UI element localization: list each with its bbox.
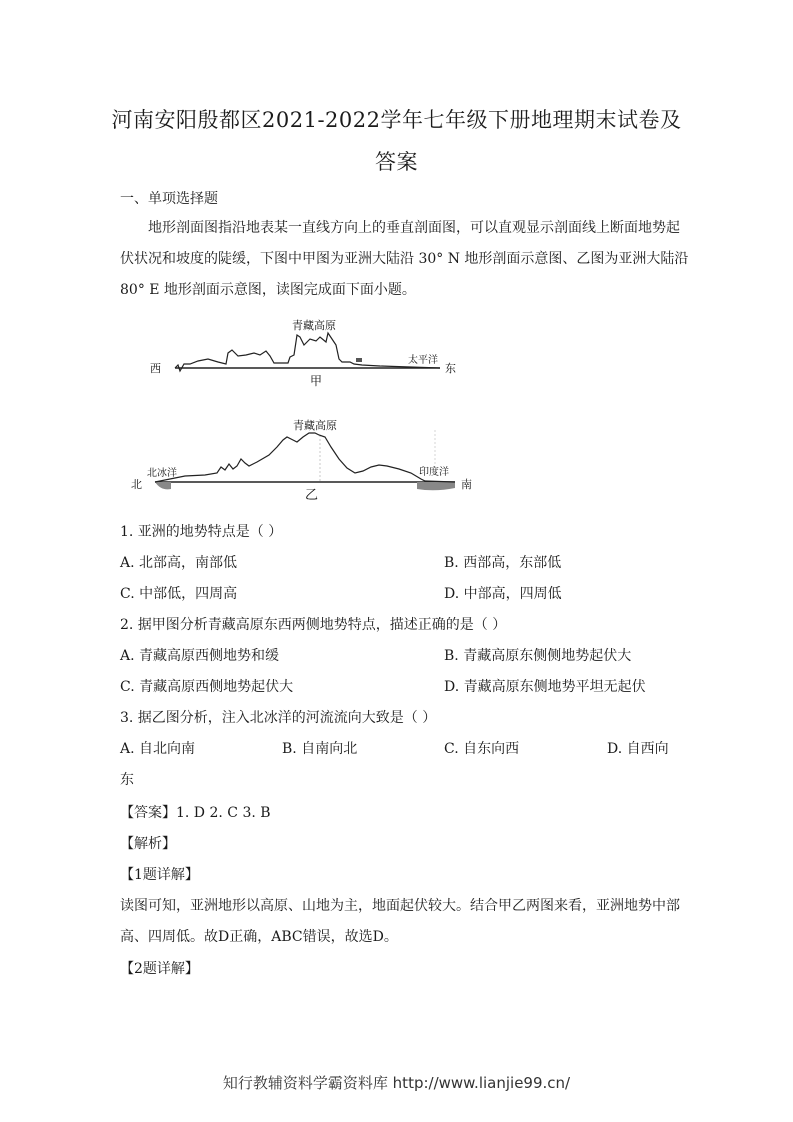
detail-1-text-line-1: 读图可知，亚洲地形以高原、山地为主，地面起伏较大。结合甲乙两图来看，亚洲地势中部 <box>120 898 680 914</box>
document-title-line2: 答案 <box>375 150 418 174</box>
question-3-option-c: C. 自东向西 <box>444 741 520 757</box>
question-1-option-b: B. 西部高，东部低 <box>444 555 562 571</box>
detail-2-heading: 【2题详解】 <box>120 961 199 977</box>
profile-figure-yi <box>125 415 485 505</box>
figure-b-south-label: 南 <box>461 478 472 491</box>
question-1-stem: 1. 亚洲的地势特点是（ ） <box>120 524 283 540</box>
footer-watermark: 知行教辅资料学霸资料库 http://www.lianjie99.cn/ <box>222 1074 571 1092</box>
question-1-option-a: A. 北部高，南部低 <box>120 555 238 571</box>
figure-b-caption: 乙 <box>305 488 319 503</box>
section-heading: 一、单项选择题 <box>120 191 218 207</box>
document-title-line1: 河南安阳殷都区2021-2022学年七年级下册地理期末试卷及 <box>111 108 682 132</box>
question-3-option-b: B. 自南向北 <box>282 741 358 757</box>
figure-a-caption: 甲 <box>310 374 323 388</box>
figure-a-west-label: 西 <box>150 362 161 375</box>
detail-1-text-line-2: 高、四周低。故D正确，ABC错误，故选D。 <box>120 929 398 945</box>
detail-1-heading: 【1题详解】 <box>120 867 199 883</box>
figure-b-ocean-north-label: 北冰洋 <box>147 468 177 479</box>
intro-line-1: 地形剖面图指沿地表某一直线方向上的垂直剖面图，可以直观显示剖面线上断面地势起 <box>148 220 680 236</box>
question-2-option-c: C. 青藏高原西侧地势起伏大 <box>120 679 294 695</box>
intro-line-3: 80° E 地形剖面示意图，读图完成面下面小题。 <box>120 282 416 298</box>
figure-a-east-label: 东 <box>445 362 456 375</box>
question-3-option-d-wrap: 东 <box>120 772 134 788</box>
figure-a-peak-label: 青藏高原 <box>292 319 336 332</box>
question-1-option-c: C. 中部低，四周高 <box>120 586 238 602</box>
figure-b-north-label: 北 <box>131 478 142 491</box>
figure-b-peak-label: 青藏高原 <box>293 419 337 432</box>
question-2-option-b: B. 青藏高原东侧侧地势起伏大 <box>444 648 632 664</box>
question-3-stem: 3. 据乙图分析，注入北冰洋的河流流向大致是（ ） <box>120 710 437 726</box>
profile-figure-jia <box>140 315 470 390</box>
question-3-option-a: A. 自北向南 <box>120 741 196 757</box>
figure-a-ocean-label: 太平洋 <box>408 355 438 366</box>
question-2-option-a: A. 青藏高原西侧地势和缓 <box>120 648 280 664</box>
question-2-stem: 2. 据甲图分析青藏高原东西两侧地势特点，描述正确的是（ ） <box>120 617 507 633</box>
intro-line-2: 伏状况和坡度的陡缓，下图中甲图为亚洲大陆沿 30° N 地形剖面示意图、乙图为亚洲大陆沿 <box>120 251 689 267</box>
question-2-option-d: D. 青藏高原东侧地势平坦无起伏 <box>444 679 646 695</box>
question-3-option-d: D. 自西向 <box>607 741 669 757</box>
figure-b-ocean-south-label: 印度洋 <box>419 467 449 478</box>
question-1-option-d: D. 中部高，四周低 <box>444 586 562 602</box>
analysis-heading: 【解析】 <box>120 836 176 852</box>
answer-line: 【答案】1. D 2. C 3. B <box>120 805 271 821</box>
